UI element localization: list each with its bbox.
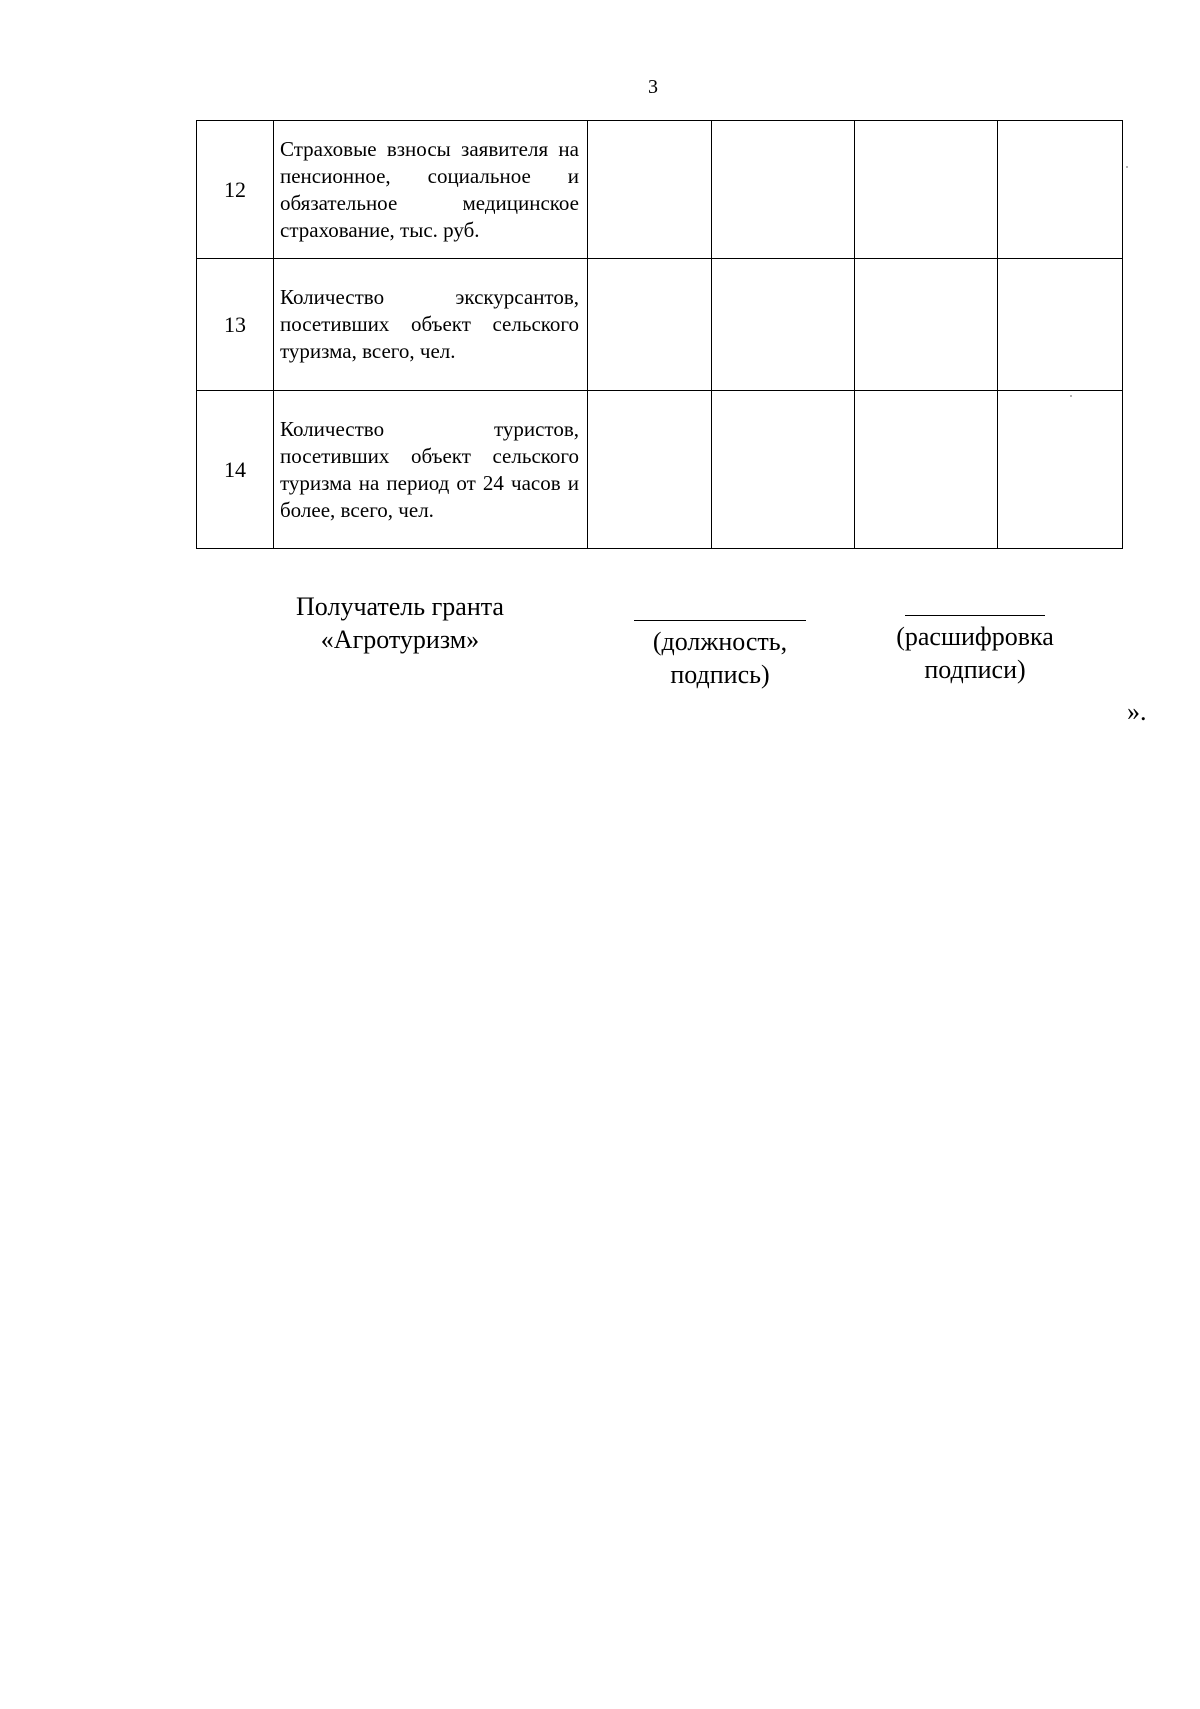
position-caption-line: подпись): [670, 660, 770, 689]
row-number: 13: [197, 259, 274, 391]
table-row: [197, 259, 1123, 391]
scan-speck: [1126, 166, 1128, 168]
signature-block: [0, 590, 1200, 740]
recipient-line: Получатель гранта: [296, 592, 504, 621]
row-description: Количество туристов, посетивших объект сельского туризма на период от 24 часов и более, всего, чел.: [274, 391, 588, 549]
value-cell: [712, 391, 855, 549]
value-cell: [588, 391, 712, 549]
page-number: 3: [648, 76, 658, 98]
value-cell: [998, 259, 1123, 391]
row-number: 12: [197, 121, 274, 259]
indicators-table: [196, 120, 1123, 549]
value-cell: [855, 259, 998, 391]
row-number: 14: [197, 391, 274, 549]
value-cell: [712, 121, 855, 259]
value-cell: [588, 259, 712, 391]
position-caption-line: (должность,: [652, 627, 788, 656]
value-cell: [588, 121, 712, 259]
value-cell: [712, 259, 855, 391]
signature-decoding-field: [880, 615, 1070, 686]
row-description: Количество экскурсантов, посетивших объект сельского туризма, всего, чел.: [274, 259, 588, 391]
decoding-caption-line: (расшифровка: [896, 622, 1054, 651]
recipient-label: [280, 590, 520, 656]
table-row: [197, 391, 1123, 549]
value-cell: [998, 391, 1123, 549]
table-row: [197, 121, 1123, 259]
decoding-caption-line: подписи): [924, 655, 1026, 684]
signature-line: [634, 620, 806, 621]
recipient-line: «Агротуризм»: [320, 625, 480, 654]
value-cell: [998, 121, 1123, 259]
position-signature-field: [630, 620, 810, 691]
row-description: Страховые взносы заявителя на пенсионное, социальное и обязательное медицинское страхование, тыс. руб.: [274, 121, 588, 259]
value-cell: [855, 391, 998, 549]
signature-line: [905, 615, 1045, 616]
scan-speck: [1070, 395, 1072, 397]
value-cell: [855, 121, 998, 259]
closing-quote: ».: [1127, 697, 1147, 726]
